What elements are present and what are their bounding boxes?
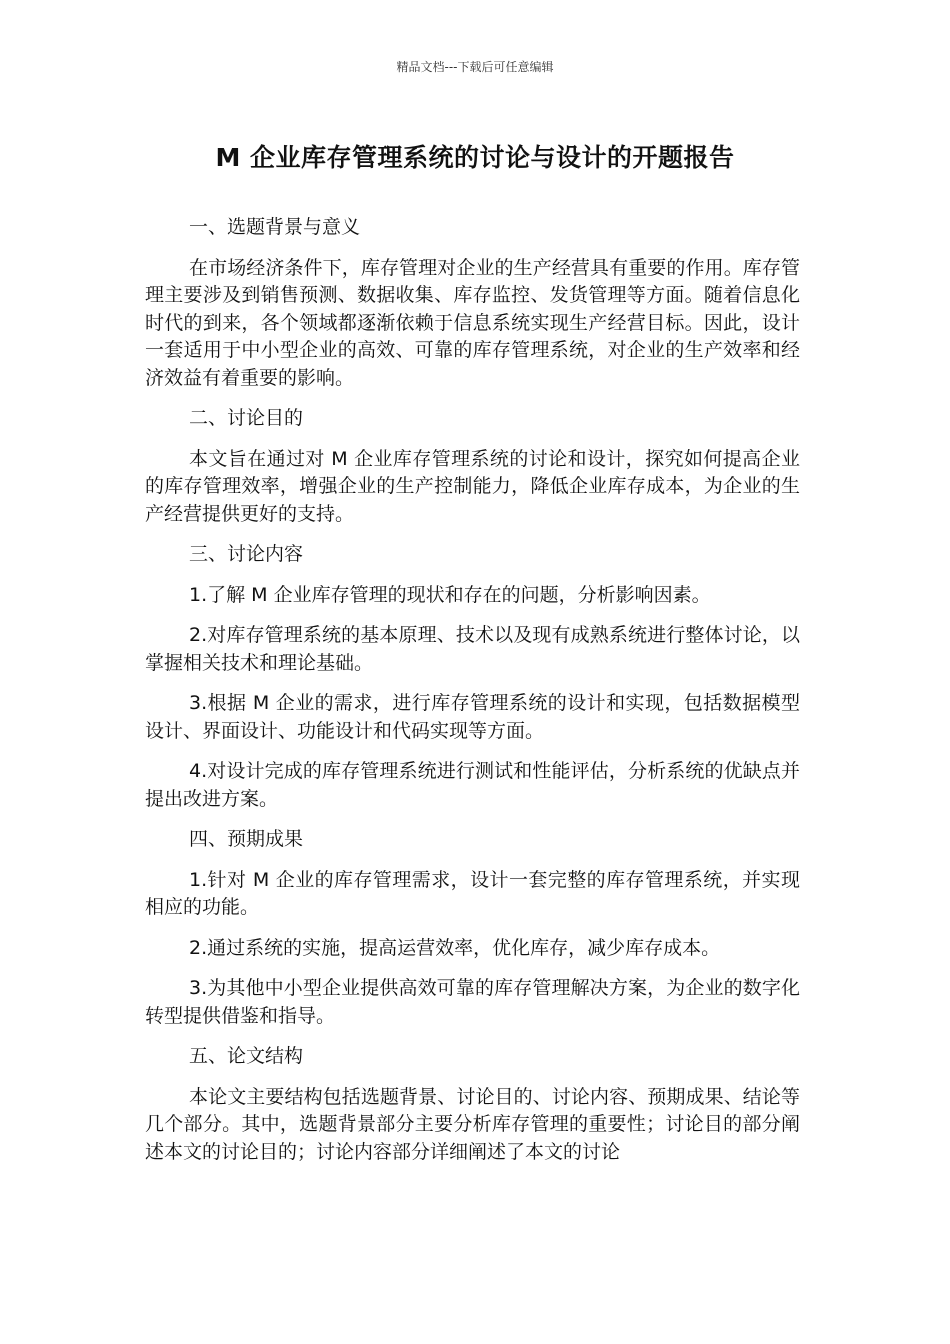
paragraph-results-2: 2.通过系统的实施，提高运营效率，优化库存，减少库存成本。 — [189, 936, 721, 959]
section-heading-results: 四、预期成果 — [189, 828, 304, 850]
paragraph-content-4: 4.对设计完成的库存管理系统进行测试和性能评估，分析系统的优缺点并提出改进方案。 — [145, 760, 800, 810]
paragraph-results-1: 1.针对 M 企业的库存管理需求，设计一套完整的库存管理系统，并实现相应的功能。 — [145, 868, 800, 918]
paragraph-results-3: 3.为其他中小型企业提供高效可靠的库存管理解决方案，为企业的数字化转型提供借鉴和指导。 — [145, 977, 800, 1027]
section-heading-structure: 五、论文结构 — [189, 1045, 304, 1067]
section-heading-purpose: 二、讨论目的 — [189, 407, 304, 429]
section-heading-background: 一、选题背景与意义 — [189, 216, 361, 238]
paragraph-content-1: 1.了解 M 企业库存管理的现状和存在的问题，分析影响因素。 — [189, 583, 711, 606]
paragraph-background: 在市场经济条件下，库存管理对企业的生产经营具有重要的作用。库存管理主要涉及到销售预测、数据收集、库存监控、发货管理等方面。随着信息化时代的到来，各个领域都逐渐依赖于信息系统实现生产经营目标。因此，设计一套适用于中小型企业的高效、可靠的库存管理系统，对企业的生产效率和经济效益有着重要的影响。 — [145, 256, 800, 389]
paragraph-content-2: 2.对库存管理系统的基本原理、技术以及现有成熟系统进行整体讨论，以掌握相关技术和理论基础。 — [145, 624, 800, 674]
document-body — [145, 214, 800, 1179]
paragraph-content-3: 3.根据 M 企业的需求，进行库存管理系统的设计和实现，包括数据模型设计、界面设计、功能设计和代码实现等方面。 — [145, 692, 800, 742]
paragraph-purpose: 本文旨在通过对 M 企业库存管理系统的讨论和设计，探究如何提高企业的库存管理效率，增强企业的生产控制能力，降低企业库存成本，为企业的生产经营提供更好的支持。 — [145, 447, 800, 525]
paragraph-structure: 本论文主要结构包括选题背景、讨论目的、讨论内容、预期成果、结论等几个部分。其中，选题背景部分主要分析库存管理的重要性；讨论目的部分阐述本文的讨论目的；讨论内容部分详细阐述了本文的讨论 — [145, 1085, 800, 1163]
header-note: 精品文档---下载后可任意编辑 — [396, 60, 554, 74]
section-heading-content: 三、讨论内容 — [189, 543, 304, 565]
document-title: M 企业库存管理系统的讨论与设计的开题报告 — [215, 143, 735, 172]
